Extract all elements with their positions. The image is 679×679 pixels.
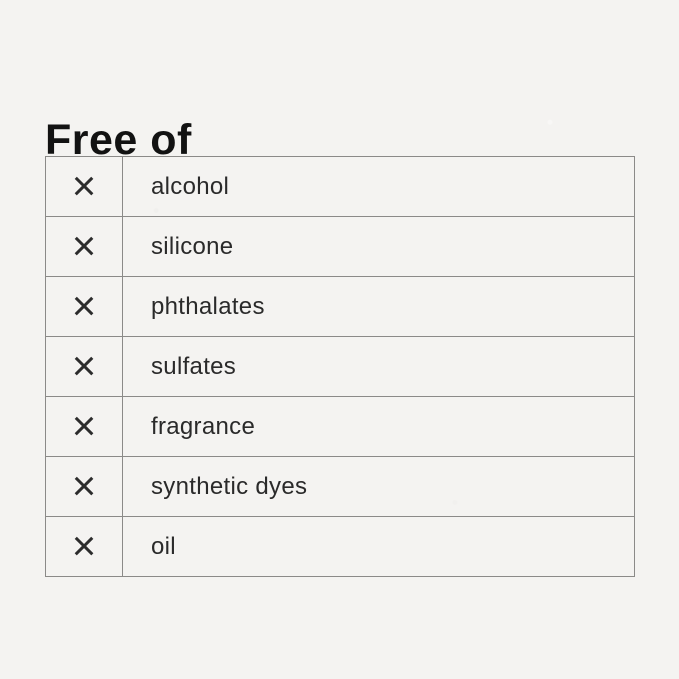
table-row [46,157,634,217]
icon-cell [46,277,123,336]
icon-cell [46,457,123,516]
x-icon: × [71,221,97,269]
ingredient-label: oil [151,532,176,560]
table-row [46,397,634,457]
x-icon: × [71,341,97,389]
table-row [46,517,634,577]
ingredient-label: silicone [151,232,234,260]
table-row [46,277,634,337]
table-row [46,457,634,517]
ingredient-label: synthetic dyes [151,472,308,500]
table-row [46,217,634,277]
x-icon: × [71,461,97,509]
ingredient-label: sulfates [151,352,237,380]
table-row [46,337,634,397]
icon-cell [46,157,123,216]
icon-cell [46,217,123,276]
x-icon: × [71,161,97,209]
ingredient-label: fragrance [151,412,256,440]
x-icon: × [71,401,97,449]
free-of-table [45,156,635,577]
x-icon: × [71,521,97,569]
icon-cell [46,337,123,396]
x-icon: × [71,281,97,329]
icon-cell [46,517,123,576]
ingredient-label: phthalates [151,292,265,320]
ingredient-label: alcohol [151,172,230,200]
icon-cell [46,397,123,456]
page-title: Free of [45,115,192,164]
